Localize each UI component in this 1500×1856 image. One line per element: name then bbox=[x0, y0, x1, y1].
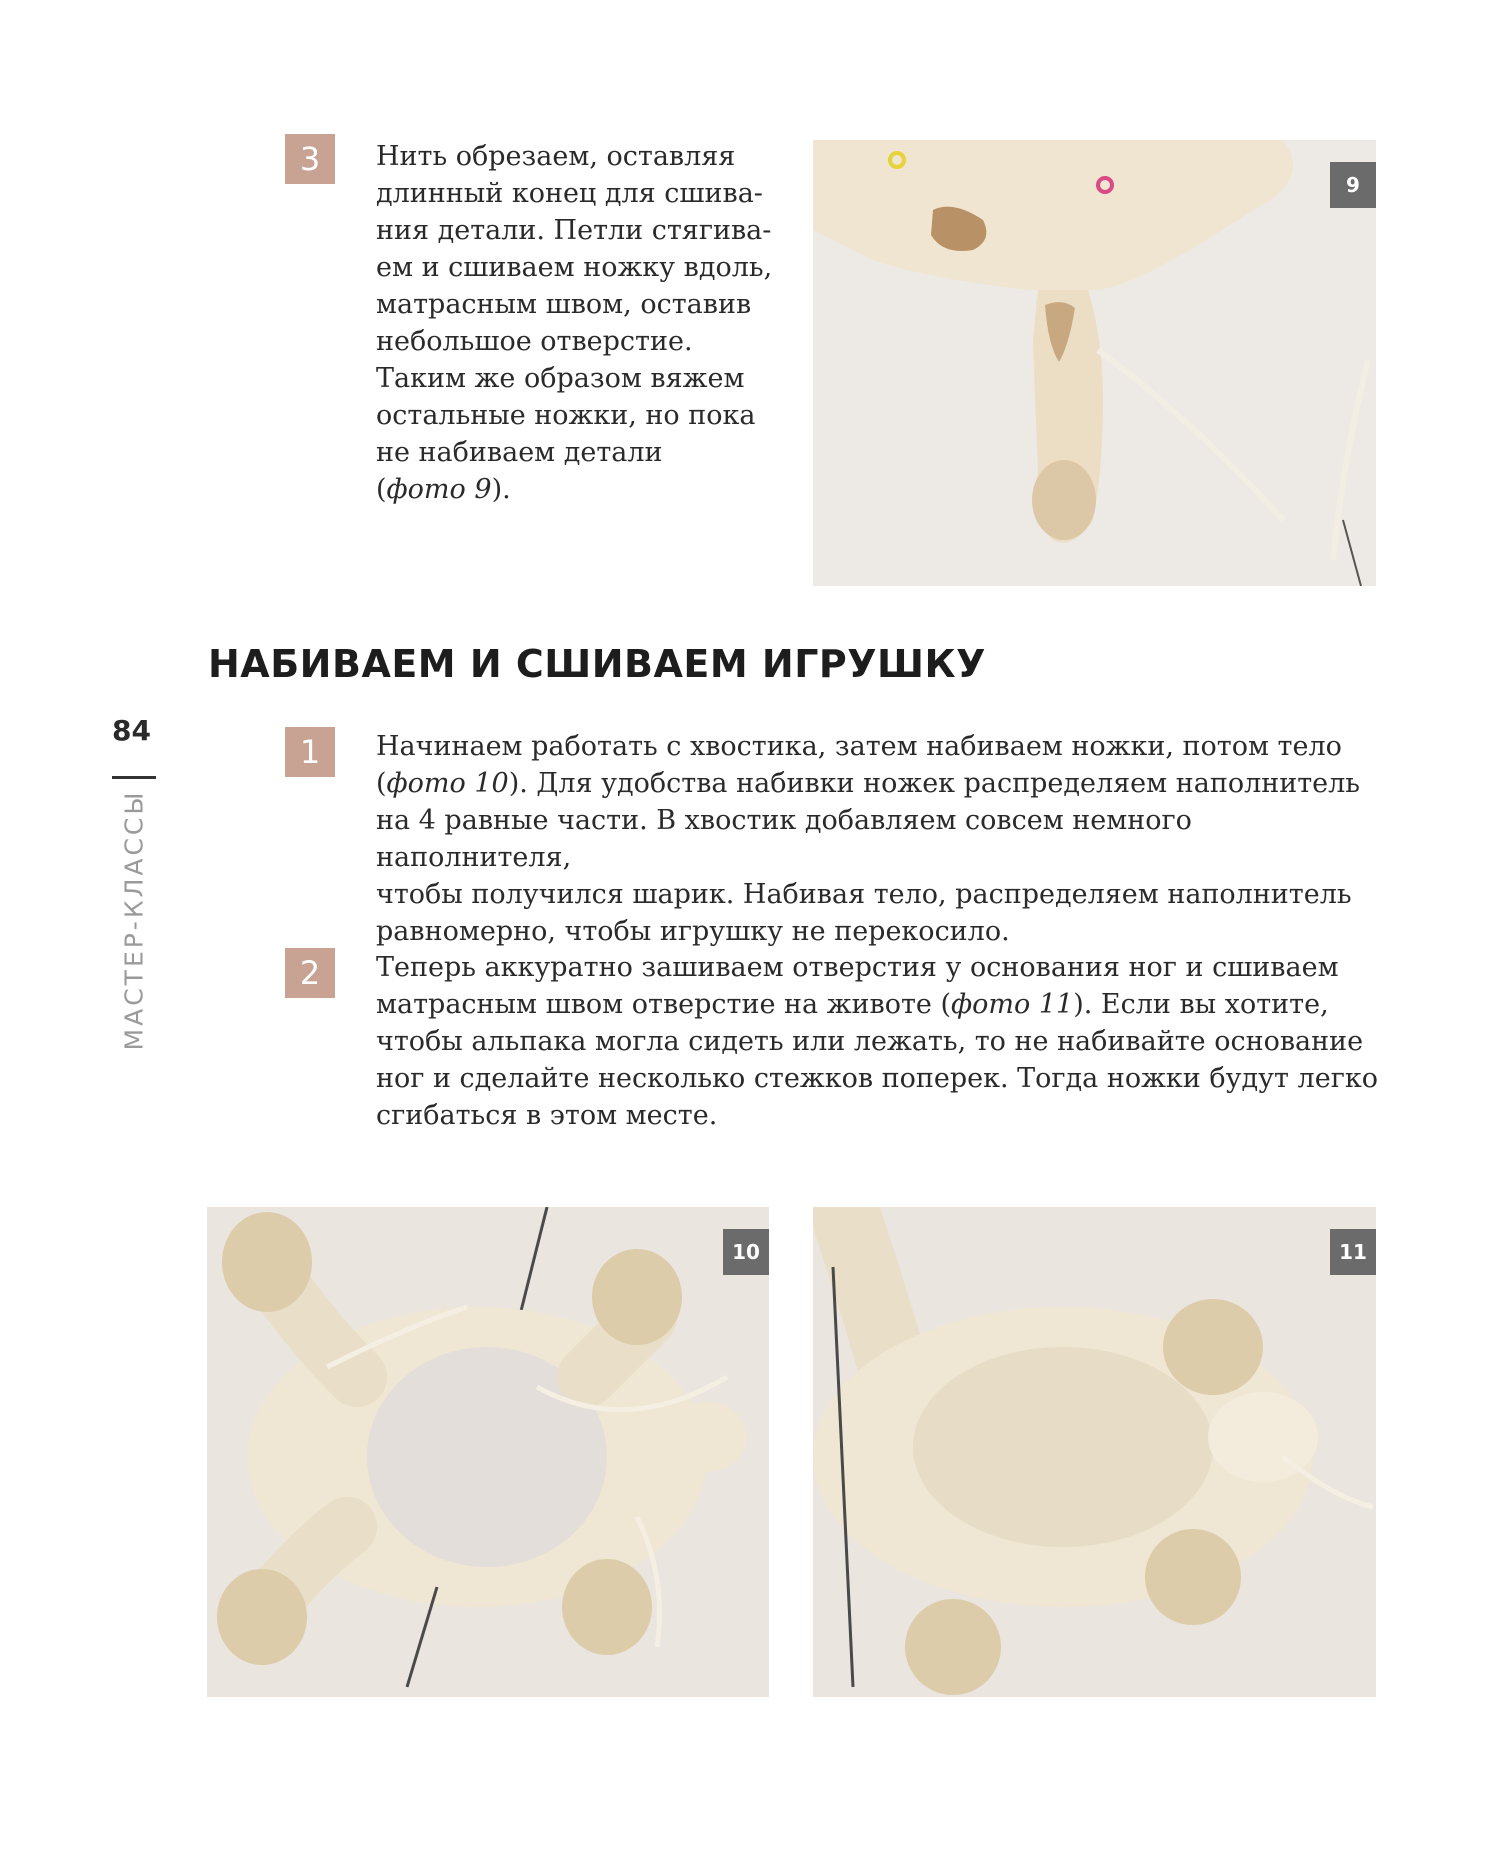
paren: ). bbox=[491, 474, 511, 505]
text-line: чтобы получился шарик. Набивая тело, распределяем наполнитель bbox=[376, 879, 1352, 910]
divider bbox=[112, 776, 156, 779]
text-line bbox=[376, 471, 776, 508]
text-line: длинный конец для сшива- bbox=[376, 178, 763, 209]
photo-reference: фото 10 bbox=[386, 768, 509, 799]
text-line: Таким же образом вяжем bbox=[376, 363, 745, 394]
photo-reference: фото 11 bbox=[951, 989, 1074, 1020]
text-line: Начинаем работать с хвостика, затем набиваем ножки, потом тело bbox=[376, 731, 1342, 762]
text-line bbox=[376, 765, 1386, 802]
photo-9 bbox=[813, 140, 1376, 586]
step-number-badge: 1 bbox=[285, 727, 335, 777]
text-fragment: матрасным швом отверстие на животе ( bbox=[376, 989, 952, 1020]
text-line: ния детали. Петли стягива- bbox=[376, 215, 772, 246]
text-fragment: ). Если вы хотите, bbox=[1073, 989, 1329, 1020]
section-heading: НАБИВАЕМ И СШИВАЕМ ИГРУШКУ bbox=[208, 642, 986, 686]
photo-9-image bbox=[813, 140, 1376, 586]
step-1-text bbox=[376, 728, 1386, 950]
text-line: Теперь аккуратно зашиваем отверстия у основания ног и сшиваем bbox=[376, 952, 1339, 983]
photo-number-badge: 9 bbox=[1330, 162, 1376, 208]
text-line: ем и сшиваем ножку вдоль, bbox=[376, 252, 773, 283]
text-line: небольшое отверстие. bbox=[376, 326, 693, 357]
step-number-badge: 2 bbox=[285, 948, 335, 998]
photo-number-badge: 11 bbox=[1330, 1229, 1376, 1275]
photo-10-image bbox=[207, 1207, 769, 1697]
text-line: сгибаться в этом месте. bbox=[376, 1100, 718, 1131]
paren: ( bbox=[376, 768, 387, 799]
photo-11 bbox=[813, 1207, 1376, 1697]
text-line: не набиваем детали bbox=[376, 437, 663, 468]
text-line: матрасным швом, оставив bbox=[376, 289, 752, 320]
page-number: 84 bbox=[112, 714, 151, 747]
step-number-badge: 3 bbox=[285, 134, 335, 184]
photo-11-image bbox=[813, 1207, 1376, 1697]
photo-reference: фото 9 bbox=[386, 474, 492, 505]
step-3-text bbox=[376, 138, 776, 508]
photo-number-badge: 10 bbox=[723, 1229, 769, 1275]
text-line: чтобы альпака могла сидеть или лежать, то не набивайте основание bbox=[376, 1026, 1364, 1057]
photo-10 bbox=[207, 1207, 769, 1697]
step-2-text bbox=[376, 949, 1386, 1134]
text-line: остальные ножки, но пока bbox=[376, 400, 756, 431]
text-line: Нить обрезаем, оставляя bbox=[376, 141, 736, 172]
text-line bbox=[376, 986, 1386, 1023]
text-line: равномерно, чтобы игрушку не перекосило. bbox=[376, 916, 1010, 947]
text-fragment: ). Для удобства набивки ножек распределяем наполнитель bbox=[508, 768, 1360, 799]
paren: ( bbox=[376, 474, 387, 505]
text-line: ног и сделайте несколько стежков поперек. Тогда ножки будут легко bbox=[376, 1063, 1378, 1094]
section-label: МАСТЕР-КЛАССЫ bbox=[119, 789, 149, 1051]
text-line: на 4 равные части. В хвостик добавляем совсем немного наполнителя, bbox=[376, 805, 1192, 873]
